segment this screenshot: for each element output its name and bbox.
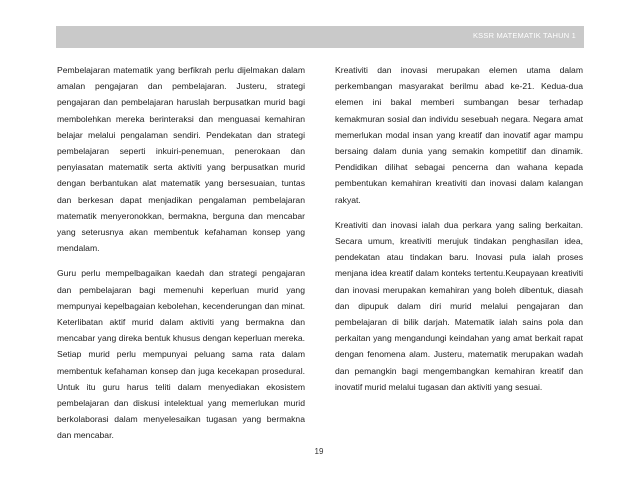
paragraph: Guru perlu mempelbagaikan kaedah dan strategi pengajaran dan pembelajaran bagi memenuhi keperluan murid yang mempunyai kepelbagaian kebolehan, kecenderungan dan minat. Keterlibatan aktif murid dalam aktiviti yang bermakna dan mencabar yang direka bentuk khusus dengan keperluan mereka. Setiap murid perlu mempunyai peluang sama rata dalam membentuk kefahaman konsep dan juga kecekapan prosedural. Untuk itu guru harus teliti dalam menyediakan ekosistem pembelajaran dan diskusi intelektual yang memerlukan murid berkolaborasi dalam menyelesaikan tugasan yang bermakna dan mencabar. [57,268,305,441]
paragraph: Kreativiti dan inovasi merupakan elemen utama dalam perkembangan masyarakat berilmu abad ke-21. Kedua-dua elemen ini bakal memberi sumbangan besar terhadap kemakmuran sosial dan individu sesebuah negara. Negara amat memerlukan modal insan yang kreatif dan inovatif agar mampu bersaing dalam dunia yang semakin kompetitif dan dinamik. Pendidikan dilihat sebagai pencerna dan wahana kepada pembentukan kemahiran kreativiti dan inovasi dalam kalangan rakyat. [335,65,583,205]
page-number: 19 [314,447,324,456]
right-column [335,62,583,404]
paragraph: Pembelajaran matematik yang berfikrah perlu dijelmakan dalam amalan pengajaran dan pembelajaran. Justeru, strategi pengajaran dan pembelajaran haruslah berpusatkan murid bagi membolehkan mereka berinteraksi dan menguasai kemahiran belajar melalui pengalaman sendiri. Pendekatan dan strategi pembelajaran seperti inkuiri-penemuan, penerokaan dan penyiasatan matematik serta aktiviti yang berpusatkan murid dengan berbantukan alat matematik yang bersesuaian, tuntas dan berkesan dapat menjadikan pengalaman pembelajaran matematik menyeronokkan, bermakna, berguna dan mencabar yang seterusnya akan membentuk kefahaman konsep yang mendalam. [57,65,305,254]
header-band [56,26,584,48]
paragraph: Kreativiti dan inovasi ialah dua perkara yang saling berkaitan. Secara umum, kreativiti merujuk tindakan penghasilan idea, pendekatan atau tindakan baru. Inovasi pula ialah proses menjana idea kreatif dalam konteks tertentu.Keupayaan kreativiti dan inovasi merupakan kemahiran yang boleh dibentuk, diasah dan dipupuk dalam diri murid melalui pengajaran dan pembelajaran di bilik darjah. Matematik ialah sains pola dan perkaitan yang mengandungi keindahan yang amat berkait rapat dengan fenomena alam. Justeru, matematik merupakan wadah dan pemangkin bagi mengembangkan kemahiran kreatif dan inovatif murid melalui tugasan dan aktiviti yang sesuai. [335,219,583,392]
running-title: KSSR MATEMATIK TAHUN 1 [472,31,576,40]
left-column [57,62,305,453]
